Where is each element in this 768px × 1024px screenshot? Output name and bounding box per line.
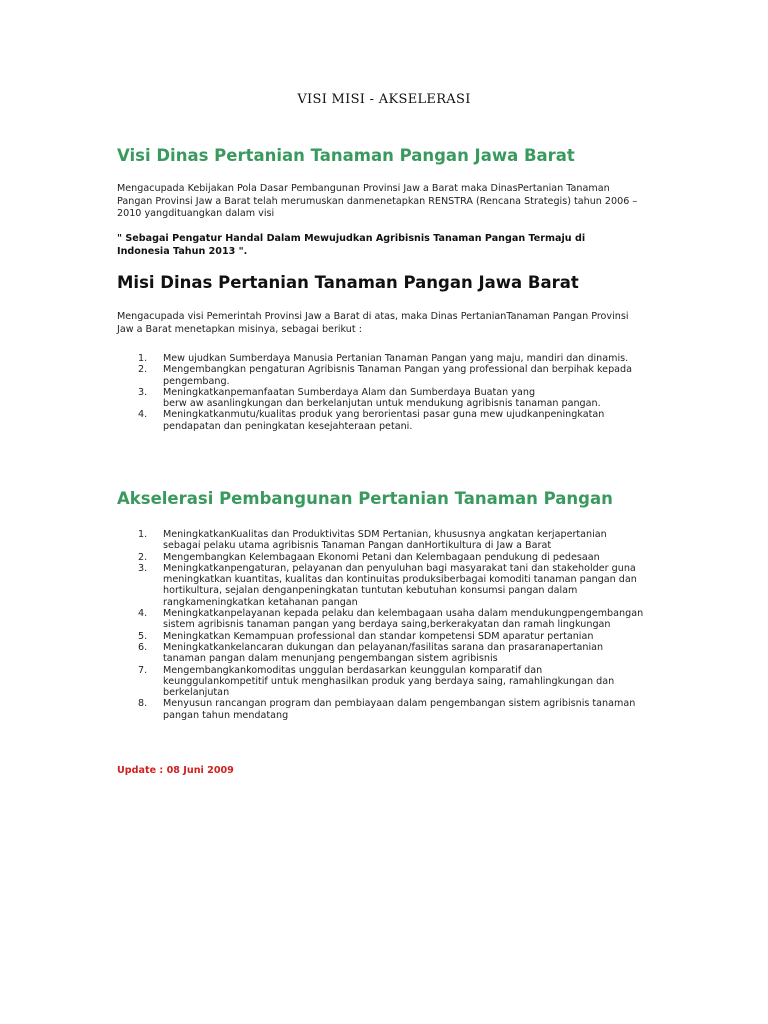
text-line: Mengembangkankomoditas unggulan berdasarkan keunggulan komparatif dan	[163, 664, 543, 676]
list-number: 2.	[138, 364, 148, 376]
list-text	[163, 409, 604, 432]
list-number: 8.	[138, 698, 148, 710]
list-text	[163, 698, 635, 721]
list-item	[138, 529, 643, 552]
list-number: 3.	[138, 562, 148, 574]
list-text	[163, 529, 607, 552]
list-text	[163, 563, 637, 608]
list-text	[163, 642, 603, 665]
list-number: 1.	[138, 529, 148, 540]
text-line: Jaw a Barat menetapkan misinya, sebagai berikut :	[117, 323, 362, 335]
text-line: sistem agribisnis tanaman pangan yang berdaya saing,berkerakyatan dan ramah lingkungan	[163, 619, 611, 631]
text-line: pangan tahun mendatang	[163, 709, 289, 721]
list-item	[138, 353, 632, 364]
list-text	[163, 552, 600, 563]
text-line: Mengembangkan pengaturan Agribisnis Tanaman Pangan yang professional dan berpihak kepada	[163, 364, 633, 376]
visi-intro	[117, 183, 637, 221]
text-line: Indonesia Tahun 2013 ".	[117, 245, 248, 257]
list-number: 7.	[138, 664, 148, 676]
text-line: Meningkatkanpelayanan kepada pelaku dan kelembagaan usaha dalam mendukungpengembangan	[163, 608, 644, 620]
list-number: 3.	[138, 386, 148, 398]
text-line: pengembang.	[163, 375, 230, 387]
text-line: " Sebagai Pengatur Handal Dalam Mewujudkan Agribisnis Tanaman Pangan Termaju di	[117, 233, 586, 244]
text-line: 2010 yangdituangkan dalam visi	[117, 208, 275, 219]
list-item	[138, 665, 643, 699]
list-number: 5.	[138, 630, 148, 642]
list-text	[163, 364, 632, 387]
text-line: Meningkatkanpengaturan, pelayanan dan penyuluhan bagi masyarakat tani dan stakeholder guna	[163, 562, 636, 574]
update-date: Update : 08 Juni 2009	[117, 765, 234, 776]
text-line: Pangan Provinsi Jaw a Barat telah merumuskan danmenetapkan RENSTRA (Rencana Strategis) tahun 2006 –	[117, 195, 638, 207]
text-line: MeningkatkanKualitas dan Produktivitas SDM Pertanian, khususnya angkatan kerjapertanian	[163, 529, 607, 540]
text-line: tanaman pangan dalam menunjang pengembangan sistem agribisnis	[163, 653, 498, 665]
visi-quote	[117, 233, 585, 258]
text-line: Meningkatkan Kemampuan professional dan standar kompetensi SDM aparatur pertanian	[163, 630, 594, 642]
text-line: Meningkatkanpemanfaatan Sumberdaya Alam dan Sumberdaya Buatan yang	[163, 386, 536, 398]
list-number: 6.	[138, 641, 148, 653]
misi-list	[138, 353, 632, 432]
text-line: berw aw asanlingkungan dan berkelanjutan untuk mendukung agribisnis tanaman pangan.	[163, 398, 601, 410]
akselerasi-heading: Akselerasi Pembangunan Pertanian Tanaman Pangan	[117, 489, 613, 508]
list-text	[163, 387, 601, 410]
misi-intro	[117, 311, 629, 336]
text-line: berkelanjutan	[163, 687, 230, 699]
text-line: sebagai pelaku utama agribisnis Tanaman Pangan danHortikultura di Jaw a Barat	[163, 540, 552, 552]
text-line: Mew ujudkan Sumberdaya Manusia Pertanian Tanaman Pangan yang maju, mandiri dan dinamis.	[163, 353, 629, 364]
text-line: keunggulankompetitif untuk menghasilkan produk yang berdaya saing, ramahlingkungan dan	[163, 675, 615, 687]
list-text	[163, 631, 593, 642]
text-line: hortikultura, sejalan denganpeningkatan tuntutan kebutuhan konsumsi pangan dalam	[163, 585, 578, 597]
list-number: 2.	[138, 551, 148, 563]
list-text	[163, 608, 643, 631]
text-line: Mengacupada visi Pemerintah Provinsi Jaw a Barat di atas, maka Dinas PertanianTanaman Pangan Provinsi	[117, 311, 629, 322]
text-line: pendapatan dan peningkatan kesejahteraan petani.	[163, 420, 413, 432]
list-item	[138, 364, 632, 387]
list-item	[138, 563, 643, 608]
list-text	[163, 353, 628, 364]
akselerasi-list	[138, 529, 643, 721]
text-line: rangkameningkatkan ketahanan pangan	[163, 596, 358, 608]
list-item	[138, 698, 643, 721]
visi-heading: Visi Dinas Pertanian Tanaman Pangan Jawa Barat	[117, 146, 575, 165]
list-item	[138, 642, 643, 665]
list-item	[138, 409, 632, 432]
list-number: 1.	[138, 353, 148, 364]
text-line: Mengacupada Kebijakan Pola Dasar Pembangunan Provinsi Jaw a Barat maka DinasPertanian Tanaman	[117, 183, 610, 194]
list-number: 4.	[138, 608, 148, 620]
list-text	[163, 665, 614, 699]
text-line: Meningkatkankelancaran dukungan dan pelayanan/fasilitas sarana dan prasaranapertanian	[163, 641, 604, 653]
list-item	[138, 387, 632, 410]
document-title: VISI MISI - AKSELERASI	[297, 92, 471, 107]
list-item	[138, 552, 643, 563]
list-item	[138, 631, 643, 642]
text-line: Menyusun rancangan program dan pembiayaan dalam pengembangan sistem agribisnis tanaman	[163, 698, 636, 710]
text-line: meningkatkan kuantitas, kualitas dan kontinuitas produksiberbagai komoditi tanaman pangan dan	[163, 574, 637, 586]
list-item	[138, 608, 643, 631]
misi-heading: Misi Dinas Pertanian Tanaman Pangan Jawa Barat	[117, 273, 579, 292]
list-number: 4.	[138, 409, 148, 421]
text-line: Mengembangkan Kelembagaan Ekonomi Petani dan Kelembagaan pendukung di pedesaan	[163, 551, 600, 563]
text-line: Meningkatkanmutu/kualitas produk yang berorientasi pasar guna mew ujudkanpeningkatan	[163, 409, 605, 421]
